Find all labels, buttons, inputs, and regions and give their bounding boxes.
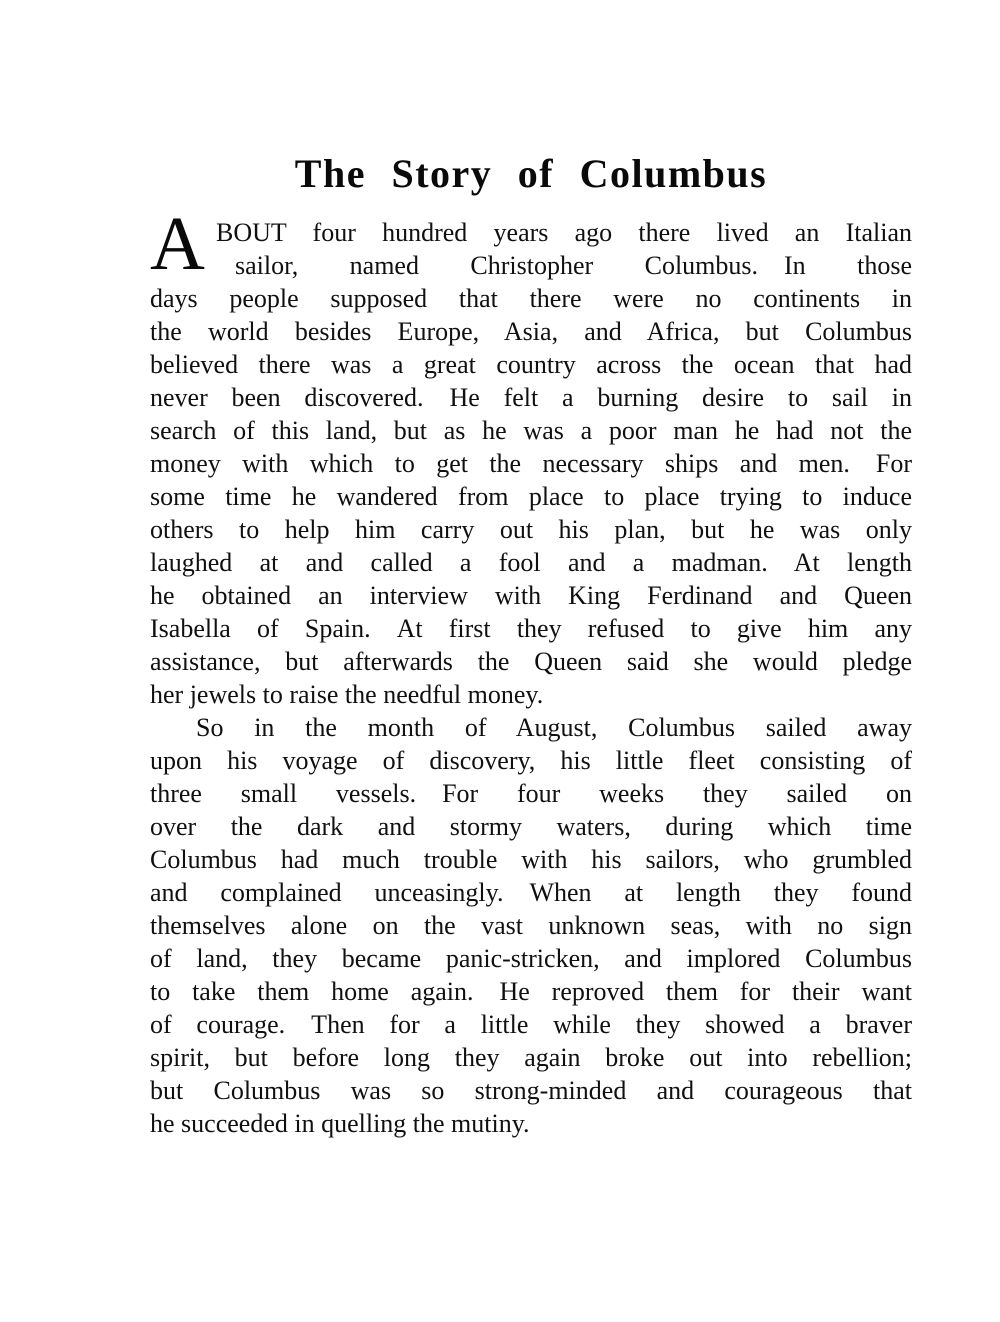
text-line: her jewels to raise the needful money. bbox=[150, 680, 544, 709]
text-line: themselves alone on the vast unknown seas, with no sign bbox=[150, 911, 912, 940]
text-line: upon his voyage of discovery, his little fleet consisting of bbox=[150, 746, 912, 775]
text-line: some time he wandered from place to place trying to induce bbox=[150, 482, 912, 511]
text-line: of courage. Then for a little while they showed a braver bbox=[150, 1010, 912, 1039]
text-line: over the dark and stormy waters, during which time bbox=[150, 812, 912, 841]
text-line: sailor, named Christopher Columbus. In those bbox=[235, 251, 912, 280]
text-line: three small vessels. For four weeks they sailed on bbox=[150, 779, 912, 808]
paragraph bbox=[150, 711, 912, 1140]
text-line: Isabella of Spain. At first they refused to give him any bbox=[150, 614, 912, 643]
text-line: Columbus had much trouble with his sailors, who grumbled bbox=[150, 845, 912, 874]
text-line: but Columbus was so strong-minded and courageous that bbox=[150, 1076, 912, 1105]
text-line: BOUT four hundred years ago there lived an Italian bbox=[216, 218, 912, 247]
page-title: The Story of Columbus bbox=[294, 151, 768, 196]
text-line: of land, they became panic-stricken, and implored Columbus bbox=[150, 944, 912, 973]
drop-cap-initial: A bbox=[150, 202, 205, 286]
text-line: he succeeded in quelling the mutiny. bbox=[150, 1109, 530, 1138]
text-line: money with which to get the necessary ships and men. For bbox=[150, 449, 912, 478]
text-line: he obtained an interview with King Ferdinand and Queen bbox=[150, 581, 912, 610]
text-line: So in the month of August, Columbus sailed away bbox=[196, 713, 912, 742]
page-body bbox=[150, 202, 912, 1140]
text-line: others to help him carry out his plan, but he was only bbox=[150, 515, 912, 544]
text-line: laughed at and called a fool and a madman. At length bbox=[150, 548, 912, 577]
text-line: and complained unceasingly. When at length they found bbox=[150, 878, 912, 907]
text-line: the world besides Europe, Asia, and Africa, but Columbus bbox=[150, 317, 912, 346]
text-line: spirit, but before long they again broke out into rebellion; bbox=[150, 1043, 912, 1072]
text-line: assistance, but afterwards the Queen said she would pledge bbox=[150, 647, 912, 676]
text-line: never been discovered. He felt a burning desire to sail in bbox=[150, 383, 912, 412]
text-line: believed there was a great country across the ocean that had bbox=[150, 350, 912, 379]
text-line: to take them home again. He reproved them for their want bbox=[150, 977, 912, 1006]
text-line: days people supposed that there were no continents in bbox=[150, 284, 912, 313]
text-line: search of this land, but as he was a poor man he had not the bbox=[150, 416, 912, 445]
paragraph bbox=[150, 202, 912, 711]
